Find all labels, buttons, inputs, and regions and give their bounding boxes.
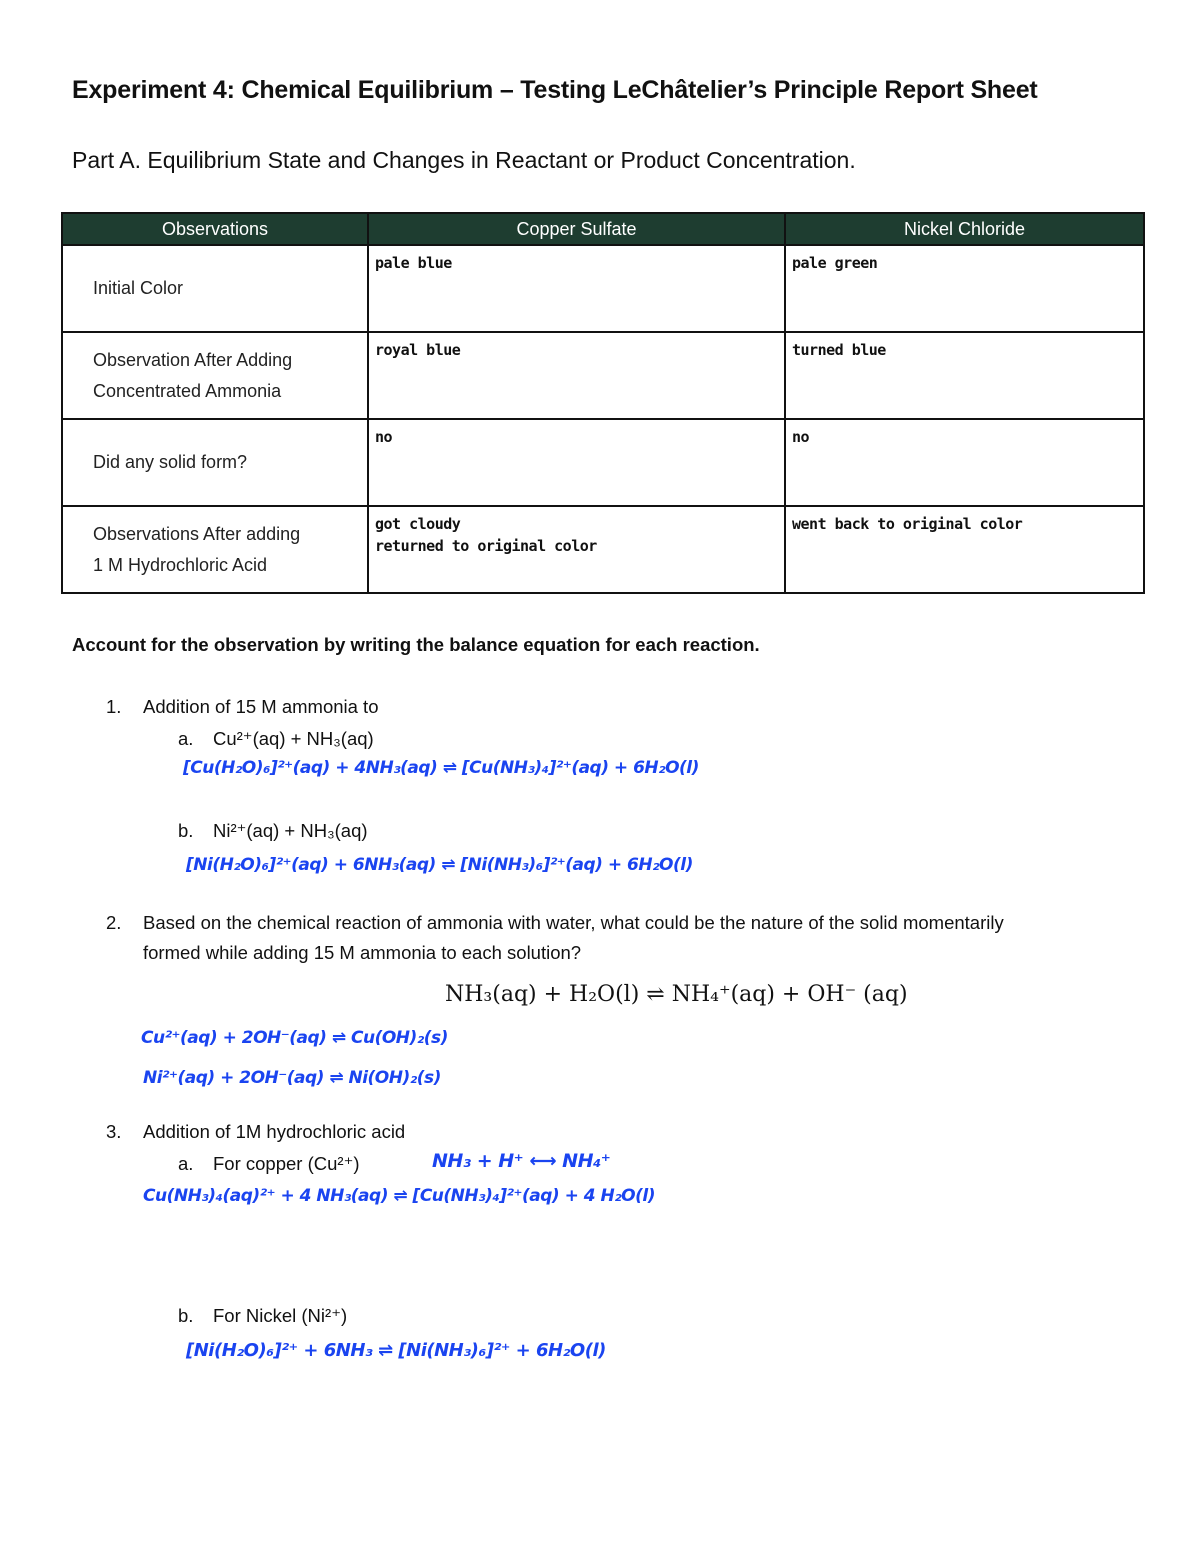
handwritten-answer: pale green xyxy=(792,254,878,272)
part-a-heading: Part A. Equilibrium State and Changes in Reactant or Product Concentration. xyxy=(72,147,856,173)
column-header: Copper Sulfate xyxy=(368,213,785,245)
page-title: Experiment 4: Chemical Equilibrium – Testing LeChâtelier’s Principle Report Sheet xyxy=(72,76,1038,104)
column-header: Nickel Chloride xyxy=(785,213,1144,245)
table-row xyxy=(62,506,1144,593)
handwritten-answer: went back to original color xyxy=(792,515,1023,533)
column-header: Observations xyxy=(62,213,368,245)
question-text: formed while adding 15 M ammonia to each solution? xyxy=(143,942,582,963)
table-row xyxy=(62,419,1144,506)
sub-question-text: For copper (Cu²⁺) xyxy=(213,1153,360,1174)
sub-label: a. xyxy=(178,1153,194,1174)
question-number: 1. xyxy=(106,696,122,717)
equilibrium-equation: NH₃(aq) + H₂O(l) ⇌ NH₄⁺(aq) + OH⁻ (aq) xyxy=(445,982,908,1007)
row-label: Initial Color xyxy=(62,245,368,332)
handwritten-equation: Cu²⁺(aq) + 2OH⁻(aq) ⇌ Cu(OH)₂(s) xyxy=(141,1028,448,1048)
copper-cell[interactable] xyxy=(368,332,785,419)
copper-cell[interactable] xyxy=(368,419,785,506)
handwritten-answer: no xyxy=(375,428,393,446)
handwritten-answer: got cloudy returned to original color xyxy=(375,515,597,555)
question-text: Addition of 15 M ammonia to xyxy=(143,696,379,717)
row-label: Observations After adding 1 M Hydrochloric Acid xyxy=(62,506,368,593)
handwritten-answer: turned blue xyxy=(792,341,886,359)
handwritten-answer: no xyxy=(792,428,810,446)
row-label: Did any solid form? xyxy=(62,419,368,506)
handwritten-answer: royal blue xyxy=(375,341,461,359)
instruction-text: Account for the observation by writing the balance equation for each reaction. xyxy=(72,634,760,655)
handwritten-equation: Cu(NH₃)₄(aq)²⁺ + 4 NH₃(aq) ⇌ [Cu(NH₃)₄]²⁺(aq) + 4 H₂O(l) xyxy=(143,1186,655,1206)
copper-cell[interactable] xyxy=(368,245,785,332)
handwritten-equation: [Cu(H₂O)₆]²⁺(aq) + 4NH₃(aq) ⇌ [Cu(NH₃)₄]²⁺(aq) + 6H₂O(l) xyxy=(183,758,699,778)
handwritten-equation: [Ni(H₂O)₆]²⁺(aq) + 6NH₃(aq) ⇌ [Ni(NH₃)₆]²⁺(aq) + 6H₂O(l) xyxy=(186,855,693,875)
handwritten-equation: [Ni(H₂O)₆]²⁺ + 6NH₃ ⇌ [Ni(NH₃)₆]²⁺ + 6H₂O(l) xyxy=(186,1340,606,1361)
sub-question-text: Cu²⁺(aq) + NH₃(aq) xyxy=(213,728,374,749)
question-number: 3. xyxy=(106,1121,122,1142)
sub-question-text: For Nickel (Ni²⁺) xyxy=(213,1305,348,1326)
sub-question-text: Ni²⁺(aq) + NH₃(aq) xyxy=(213,820,368,841)
table-row xyxy=(62,332,1144,419)
question-text: Based on the chemical reaction of ammonia with water, what could be the nature of the solid momentarily xyxy=(143,912,1004,933)
nickel-cell[interactable] xyxy=(785,419,1144,506)
table-row xyxy=(62,245,1144,332)
nickel-cell[interactable] xyxy=(785,506,1144,593)
observations-table xyxy=(61,212,1145,594)
handwritten-answer: pale blue xyxy=(375,254,452,272)
nickel-cell[interactable] xyxy=(785,245,1144,332)
copper-cell[interactable] xyxy=(368,506,785,593)
handwritten-note: NH₃ + H⁺ ⟷ NH₄⁺ xyxy=(432,1150,611,1172)
question-number: 2. xyxy=(106,912,122,933)
sub-label: b. xyxy=(178,1305,194,1326)
table-header-row xyxy=(62,213,1144,245)
question-text: Addition of 1M hydrochloric acid xyxy=(143,1121,406,1142)
row-label: Observation After Adding Concentrated Ammonia xyxy=(62,332,368,419)
nickel-cell[interactable] xyxy=(785,332,1144,419)
sub-label: a. xyxy=(178,728,194,749)
sub-label: b. xyxy=(178,820,194,841)
handwritten-equation: Ni²⁺(aq) + 2OH⁻(aq) ⇌ Ni(OH)₂(s) xyxy=(143,1068,441,1088)
